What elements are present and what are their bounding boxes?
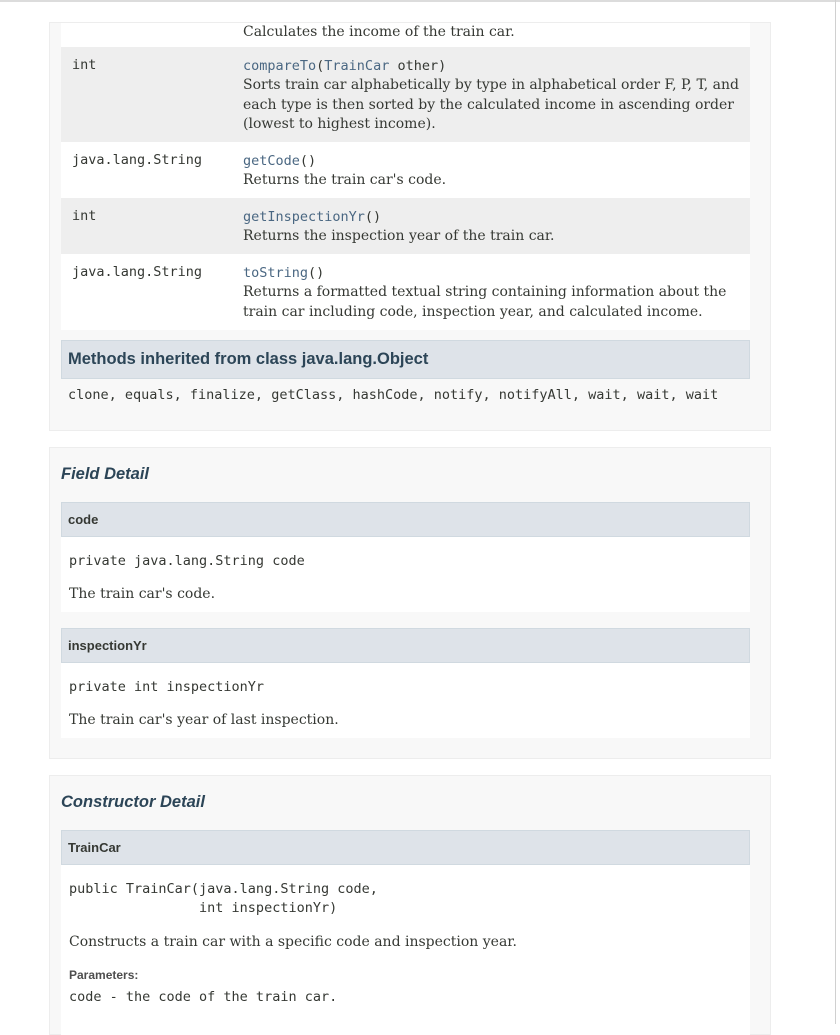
field-signature: private int inspectionYr bbox=[69, 679, 265, 695]
field-desc: The train car's year of last inspection. bbox=[69, 712, 339, 728]
inherited-methods-list: clone, equals, finalize, getClass, hashCode, notify, notifyAll, wait, wait, wait bbox=[68, 387, 719, 403]
method-signature: toString() bbox=[243, 265, 325, 281]
constructor-desc: Constructs a train car with a specific code and inspection year. bbox=[69, 934, 517, 950]
method-signature: getInspectionYr() bbox=[243, 209, 382, 225]
constructor-detail-title: Constructor Detail bbox=[61, 793, 205, 811]
constructor-detail-panel bbox=[49, 775, 771, 1035]
method-return-type: int bbox=[72, 208, 97, 224]
field-head-code bbox=[61, 502, 750, 537]
field-body-inspectionyr bbox=[61, 663, 750, 738]
method-desc: Calculates the income of the train car. bbox=[243, 24, 515, 40]
parameters-label: Parameters: bbox=[69, 968, 139, 982]
inherited-methods-heading bbox=[61, 340, 750, 379]
field-body-code bbox=[61, 537, 750, 612]
constructor-name: TrainCar bbox=[68, 840, 121, 855]
method-desc: Sorts train car alphabetically by type in alphabetical order F, P, T, and each type is then sorted by the calculated income in ascending order (lowest to highest income). bbox=[243, 77, 739, 132]
method-desc: Returns a formatted textual string containing information about the train car including code, inspection year, and calculated income. bbox=[243, 284, 727, 320]
right-scroll-edge bbox=[835, 0, 836, 1024]
method-link-compareto[interactable]: compareTo bbox=[243, 58, 317, 74]
type-link-traincar[interactable]: TrainCar bbox=[324, 58, 390, 74]
method-signature: compareTo(TrainCar other) bbox=[243, 58, 447, 74]
method-link-getinspectionyr[interactable]: getInspectionYr bbox=[243, 209, 365, 225]
method-desc: Returns the train car's code. bbox=[243, 172, 447, 188]
method-row-income bbox=[61, 23, 750, 47]
field-name: code bbox=[68, 512, 99, 527]
inherited-heading-text: Methods inherited from class java.lang.Object bbox=[68, 350, 429, 368]
constructor-head-traincar bbox=[61, 830, 750, 865]
method-return-type: java.lang.String bbox=[72, 264, 203, 280]
method-return-type: java.lang.String bbox=[72, 152, 203, 168]
constructor-signature-line2: int inspectionYr) bbox=[69, 900, 338, 916]
field-head-inspectionyr bbox=[61, 628, 750, 663]
method-row-tostring bbox=[61, 254, 750, 330]
method-link-getcode[interactable]: getCode bbox=[243, 153, 300, 169]
field-detail-title: Field Detail bbox=[61, 465, 150, 483]
method-row-getinspectionyr bbox=[61, 198, 750, 254]
method-row-getcode bbox=[61, 142, 750, 198]
field-desc: The train car's code. bbox=[69, 586, 216, 602]
method-signature: getCode() bbox=[243, 153, 317, 169]
method-row-compareto bbox=[61, 47, 750, 142]
method-summary-block bbox=[49, 22, 771, 431]
field-signature: private java.lang.String code bbox=[69, 553, 305, 569]
field-detail-panel bbox=[49, 447, 771, 759]
method-return-type: int bbox=[72, 57, 97, 73]
parameter-code: code - the code of the train car. bbox=[69, 989, 338, 1005]
constructor-body-traincar bbox=[61, 865, 750, 1035]
method-link-tostring[interactable]: toString bbox=[243, 265, 309, 281]
top-divider bbox=[0, 0, 840, 2]
method-desc: Returns the inspection year of the train car. bbox=[243, 228, 555, 244]
field-name: inspectionYr bbox=[68, 638, 147, 653]
constructor-signature-line1: public TrainCar(java.lang.String code, bbox=[69, 881, 378, 897]
